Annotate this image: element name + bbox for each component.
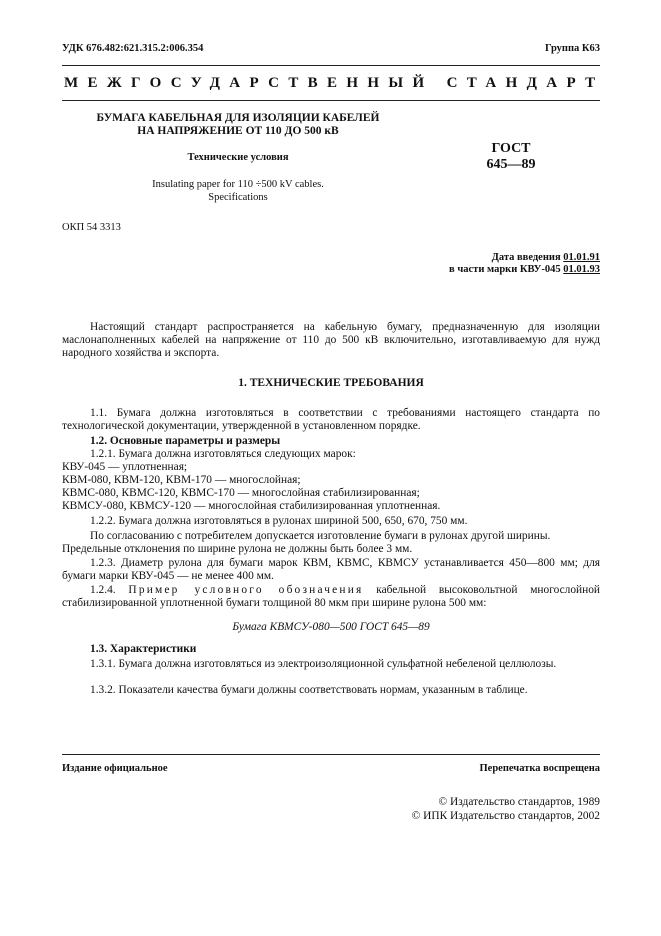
top-rule: [62, 65, 600, 66]
copyright-2002: © ИПК Издательство стандартов, 2002: [411, 810, 600, 822]
intro-date-label: Дата введения: [491, 252, 561, 263]
para-1-3-2: 1.3.2. Показатели качества бумаги должны соответствовать нормам, указанным в таблице.: [90, 684, 528, 696]
para-1-2-2: 1.2.2. Бумага должна изготовляться в рулонах шириной 500, 650, 670, 750 мм.: [90, 515, 468, 527]
okp-code: ОКП 54 3313: [62, 222, 121, 233]
para-1-3-1: 1.3.1. Бумага должна изготовляться из электроизоляционной сульфатной небеленой целлюлозы.: [90, 658, 557, 670]
para-1-2-4-number: 1.2.4.: [90, 584, 116, 596]
heading-1-2: 1.2. Основные параметры и размеры: [90, 435, 281, 447]
kvu-date-label: в части марки КВУ-045: [449, 264, 561, 275]
intro-date-value: 01.01.91: [563, 252, 600, 263]
gost-number: 645—89: [486, 157, 536, 172]
example-designation: Бумага КВМСУ-080—500 ГОСТ 645—89: [232, 621, 430, 633]
section-1-heading: 1. ТЕХНИЧЕСКИЕ ТРЕБОВАНИЯ: [238, 377, 424, 389]
footer-rule: [62, 754, 600, 755]
official-edition: Издание официальное: [62, 763, 168, 774]
kvu-date: [449, 264, 600, 275]
para-1-1: 1.1. Бумага должна изготовляться в соответствии с требованиями настоящего стандарта по технологической документации, утвержденной в установленном порядке.: [62, 407, 600, 432]
doc-title-line2: НА НАПРЯЖЕНИЕ ОТ 110 ДО 500 кВ: [137, 125, 339, 137]
heading-1-3: 1.3. Характеристики: [90, 643, 197, 655]
para-1-2-4-spaced: Пример условного обозначения: [128, 584, 364, 596]
reprint-prohibited: Перепечатка воспрещена: [479, 763, 600, 774]
para-1-2-2b: По согласованию с потребителем допускается изготовление бумаги в рулонах другой ширины.: [90, 530, 551, 542]
doc-title-en-line1: Insulating paper for 110 ÷500 kV cables.: [152, 179, 324, 190]
copyright-1989: © Издательство стандартов, 1989: [438, 796, 600, 808]
doc-title-line1: БУМАГА КАБЕЛЬНАЯ ДЛЯ ИЗОЛЯЦИИ КАБЕЛЕЙ: [96, 112, 380, 124]
mark-kvms: КВМС-080, КВМС-120, КВМС-170 — многослойная стабилизированная;: [62, 487, 420, 499]
para-1-2-4-rest: кабельной высоковольтной многослойной стабилизированной уплотненной бумаги толщиной 80 мкм при ширине рулона 500 мм:: [62, 584, 600, 609]
mark-kvmsu: КВМСУ-080, КВМСУ-120 — многослойная стабилизированная уплотненная.: [62, 500, 441, 512]
doc-subtitle: Технические условия: [187, 152, 289, 163]
para-1-2-2c: Предельные отклонения по ширине рулона не должны быть более 3 мм.: [62, 543, 413, 555]
doc-title-en-line2: Specifications: [208, 192, 268, 203]
para-1-2-4: [62, 584, 600, 610]
para-1-2-3: 1.2.3. Диаметр рулона для бумаги марок КВМ, КВМС, КВМСУ устанавливается 450—800 мм; для бумаги марки КВУ-045 — не менее 400 мм.: [62, 557, 600, 582]
kvu-date-value: 01.01.93: [563, 264, 600, 275]
banner-rule: [62, 100, 600, 101]
intro-date: [492, 252, 600, 263]
mark-kvu: КВУ-045 — уплотненная;: [62, 461, 188, 473]
para-1-2-1: 1.2.1. Бумага должна изготовляться следующих марок:: [90, 448, 356, 460]
intro-paragraph: Настоящий стандарт распространяется на кабельную бумагу, предназначенную для изоляции маслонаполненных кабелей на напряжение от 110 до 500 кВ включительно, изготавливаемую для нужд народного хозяйства и экспорта.: [62, 321, 600, 359]
standard-banner: МЕЖГОСУДАРСТВЕННЫЙ СТАНДАРТ: [64, 75, 605, 91]
gost-label: ГОСТ: [491, 141, 531, 156]
udk-code: УДК 676.482:621.315.2:006.354: [62, 43, 204, 54]
mark-kvm: КВМ-080, КВМ-120, КВМ-170 — многослойная;: [62, 474, 301, 486]
group-code: Группа К63: [544, 43, 600, 54]
